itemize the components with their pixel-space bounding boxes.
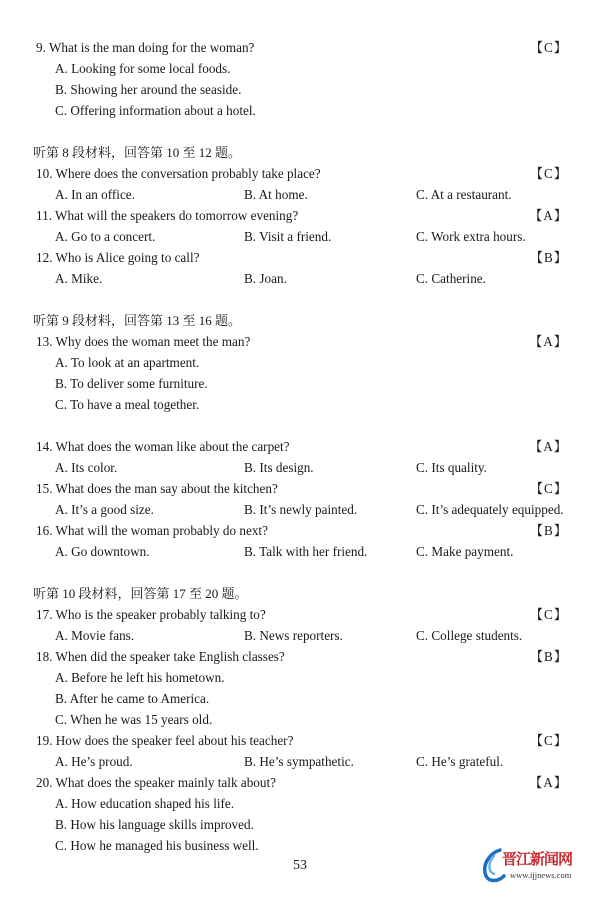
option-b: B. Talk with her friend. [244, 544, 368, 559]
section-header-9: 听第 9 段材料，回答第 13 至 16 题。 [33, 313, 242, 328]
option-c: C. When he was 15 years old. [55, 712, 213, 727]
option-b: B. To deliver some furniture. [55, 376, 208, 391]
option-a: A. In an office. [55, 187, 135, 202]
option-c: C. It’s adequately equipped. [416, 502, 564, 517]
question-text: 14. What does the woman like about the carpet? [36, 439, 290, 454]
question-12 [36, 250, 568, 266]
watermark-url: www.ijjnews.com [510, 870, 572, 880]
option-c: C. To have a meal together. [55, 397, 200, 412]
question-17 [36, 607, 568, 623]
option-b: B. News reporters. [244, 628, 343, 643]
option-c: C. Make payment. [416, 544, 514, 559]
question-text: 13. Why does the woman meet the man? [36, 334, 251, 349]
answer-badge: 【C】 [529, 733, 568, 748]
option-c: C. Its quality. [416, 460, 487, 475]
question-19 [36, 733, 568, 749]
option-b: B. Showing her around the seaside. [55, 82, 242, 97]
option-b: B. After he came to America. [55, 691, 210, 706]
question-13 [36, 334, 568, 350]
answer-badge: 【A】 [529, 439, 568, 454]
question-text: 15. What does the man say about the kitchen? [36, 481, 278, 496]
answer-badge: 【A】 [529, 334, 568, 349]
answer-badge: 【C】 [529, 481, 568, 496]
option-c: C. College students. [416, 628, 523, 643]
section-header-10: 听第 10 段材料，回答第 17 至 20 题。 [33, 586, 248, 601]
option-b: B. Joan. [244, 271, 287, 286]
question-text: 9. What is the man doing for the woman? [36, 40, 255, 55]
question-10 [36, 166, 568, 182]
question-text: 10. Where does the conversation probably take place? [36, 166, 321, 181]
option-b: B. How his language skills improved. [55, 817, 254, 832]
question-9 [36, 40, 568, 56]
question-text: 17. Who is the speaker probably talking to? [36, 607, 266, 622]
option-a: A. Movie fans. [55, 628, 135, 643]
option-a: A. Go downtown. [55, 544, 150, 559]
option-a: A. How education shaped his life. [55, 796, 235, 811]
answer-badge: 【A】 [529, 208, 568, 223]
option-c: C. Work extra hours. [416, 229, 526, 244]
question-15 [36, 481, 568, 497]
question-text: 12. Who is Alice going to call? [36, 250, 200, 265]
question-text: 20. What does the speaker mainly talk about? [36, 775, 276, 790]
option-c: C. How he managed his business well. [55, 838, 259, 853]
option-a: A. He’s proud. [55, 754, 133, 769]
question-18 [36, 649, 568, 665]
option-a: A. Before he left his hometown. [55, 670, 225, 685]
answer-badge: 【C】 [529, 40, 568, 55]
option-a: A. It’s a good size. [55, 502, 154, 517]
option-a: A. To look at an apartment. [55, 355, 200, 370]
option-c: C. At a restaurant. [416, 187, 512, 202]
option-b: B. It’s newly painted. [244, 502, 358, 517]
question-text: 18. When did the speaker take English classes? [36, 649, 285, 664]
answer-badge: 【C】 [529, 166, 568, 181]
question-text: 19. How does the speaker feel about his teacher? [36, 733, 294, 748]
question-16 [36, 523, 568, 539]
option-b: B. Its design. [244, 460, 314, 475]
answer-badge: 【B】 [529, 250, 568, 265]
page-number: 53 [293, 858, 307, 873]
option-a: A. Looking for some local foods. [55, 61, 231, 76]
answer-badge: 【B】 [529, 523, 568, 538]
watermark-logo [480, 848, 590, 888]
question-20 [36, 775, 568, 791]
question-11 [36, 208, 568, 224]
answer-badge: 【C】 [529, 607, 568, 622]
option-a: A. Go to a concert. [55, 229, 156, 244]
option-b: B. Visit a friend. [244, 229, 332, 244]
answer-badge: 【A】 [529, 775, 568, 790]
question-text: 11. What will the speakers do tomorrow evening? [36, 208, 299, 223]
watermark-name: 晋江新闻网 [502, 850, 573, 868]
option-c: C. He’s grateful. [416, 754, 504, 769]
option-c: C. Catherine. [416, 271, 486, 286]
option-b: B. At home. [244, 187, 308, 202]
section-header-8: 听第 8 段材料，回答第 10 至 12 题。 [33, 145, 242, 160]
question-text: 16. What will the woman probably do next? [36, 523, 268, 538]
option-b: B. He’s sympathetic. [244, 754, 354, 769]
option-a: A. Its color. [55, 460, 118, 475]
option-a: A. Mike. [55, 271, 103, 286]
answer-badge: 【B】 [529, 649, 568, 664]
option-c: C. Offering information about a hotel. [55, 103, 256, 118]
question-14 [36, 439, 568, 455]
